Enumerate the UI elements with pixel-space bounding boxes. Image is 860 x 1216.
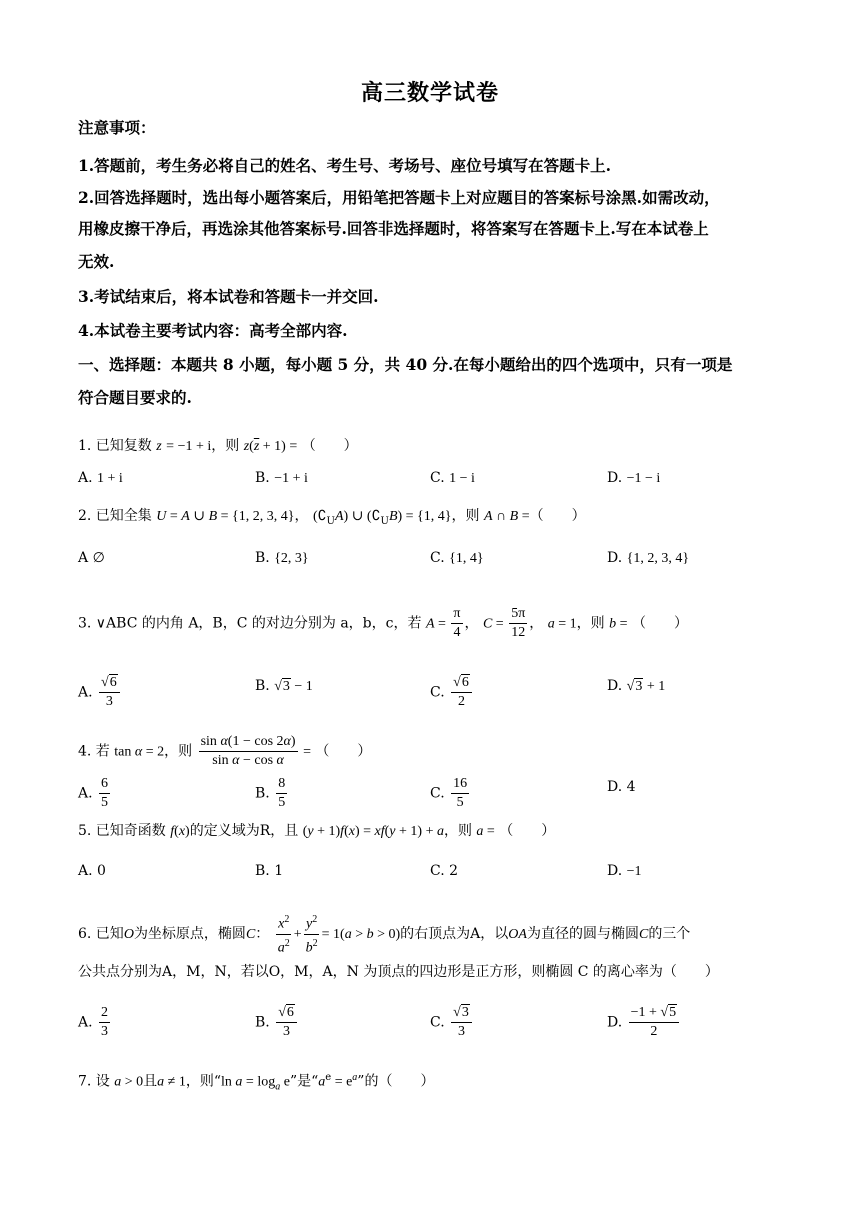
q1-option-d[interactable]: D. −1 − i	[607, 470, 661, 486]
notice-item-2-cont: 用橡皮擦干净后，再选涂其他答案标号.回答非选择题时，将答案写在答题卡上.写在本试卷上	[78, 219, 709, 238]
q5-option-c[interactable]: C. 2	[430, 863, 459, 879]
question-7: 7. 设 a > 0且a ≠ 1，则“ln $a = \log_a e$”是“$a^e = e^a$”的（ ）	[78, 1072, 435, 1093]
question-6: 6. 已知O为坐标原点，椭圆C： $\frac{x^2}{a^2}$ + $\frac{y^2}{b^2}$ = 1(a > b > 0)的右顶点为A，以OA为直径的圆与椭圆C的三个	[78, 911, 798, 957]
notice-item-1: 1.答题前，考生务必将自己的姓名、考生号、考场号、座位号填写在答题卡上.	[78, 156, 612, 175]
q6-option-c[interactable]: C. $\frac{√3}{3}$	[430, 1004, 474, 1041]
q2-option-c[interactable]: C. {1, 4}	[430, 550, 484, 566]
q3-option-b[interactable]: B. √3 − 1	[255, 678, 313, 694]
notice-item-2: 2.回答选择题时，选出每小题答案后，用铅笔把答题卡上对应题目的答案标号涂黑.如需改动，	[78, 188, 720, 207]
q4-option-b[interactable]: B. $\frac{8}{5}$	[255, 776, 286, 810]
q3-option-c[interactable]: C. $\frac{√6}{2}$	[430, 674, 474, 711]
section-heading: 一、选择题：本题共 8 小题，每小题 5 分，共 40 分.在每小题给出的四个选项中，只有一项是	[78, 355, 733, 374]
q3-option-d[interactable]: D. √3 + 1	[607, 678, 666, 694]
notice-item-4: 4.本试卷主要考试内容：高考全部内容.	[78, 321, 348, 340]
q5-option-a[interactable]: A. 0	[78, 863, 106, 879]
q6-option-b[interactable]: B. $\frac{√6}{3}$	[255, 1004, 299, 1041]
question-6-cont: 公共点分别为A，M，N，若以O，M，A，N 为顶点的四边形是正方形，则椭圆 C 的离心率为（ ）	[78, 964, 719, 980]
q2-option-b[interactable]: B. {2, 3}	[255, 550, 309, 566]
q6-option-d[interactable]: D. $\frac{-1 + √5}{2}$	[607, 1004, 681, 1041]
q1-option-b[interactable]: B. −1 + i	[255, 470, 308, 486]
notice-heading: 注意事项：	[78, 118, 156, 137]
question-4: 4. 若 tan α = 2，则 $\frac{\text{sin α(1 − cos 2α)}}{\text{sin α − cos α}}$ = （ ）	[78, 734, 372, 768]
q4-option-d[interactable]: D. 4	[607, 779, 636, 795]
notice-item-2-end: 无效.	[78, 252, 115, 271]
question-5: 5. 已知奇函数 f(x)的定义域为R，且 (y + 1)f(x) = xf(y + 1) + a，则 a = （ ）	[78, 823, 556, 839]
q4-option-c[interactable]: C. $\frac{16}{5}$	[430, 776, 468, 810]
q2-option-d[interactable]: D. {1, 2, 3, 4}	[607, 550, 690, 566]
q4-option-a[interactable]: A. $\frac{6}{5}$	[78, 776, 109, 810]
q5-option-d[interactable]: D. −1	[607, 863, 642, 879]
page-title: 高三数学试卷	[360, 80, 499, 106]
q5-option-b[interactable]: B. 1	[255, 863, 284, 879]
q6-option-a[interactable]: A. $\frac{2}{3}$	[78, 1005, 109, 1039]
q3-option-a[interactable]: A. $\frac{√6}{3}$	[78, 674, 122, 711]
question-1: 1. 已知复数 z = −1 + i，则 $z(\overline{z} + 1)$ = （ ）	[78, 438, 358, 454]
q2-option-a[interactable]: A ∅	[78, 550, 105, 566]
notice-item-3: 3.考试结束后，将本试卷和答题卡一并交回.	[78, 287, 379, 306]
question-2: 2. 已知全集 U = A ∪ B = {1, 2, 3, 4}， $(∁_UA)$ ∪ $(∁_UB) = \{1$, 4}，则 A ∩ B =（ ）	[78, 508, 586, 527]
q1-option-c[interactable]: C. 1 − i	[430, 470, 475, 486]
section-heading-cont: 符合题目要求的.	[78, 388, 192, 407]
question-3: 3. ∨ABC 的内角 A，B，C 的对边分别为 a，b，c，若 A = $\frac{\pi}{4}$ ， C = $\frac{5\pi}{12}$ ， a = 1，则 b = （ ）	[78, 606, 688, 640]
q1-option-a[interactable]: A. 1 + i	[78, 470, 123, 486]
